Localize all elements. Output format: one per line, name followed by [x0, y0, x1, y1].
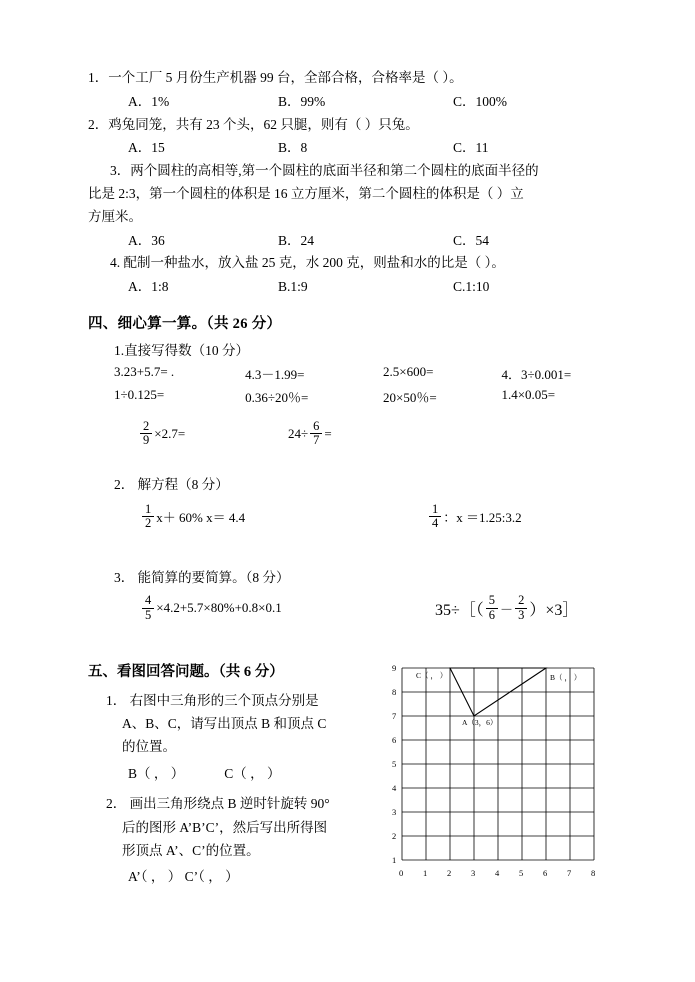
fraction: [486, 594, 498, 621]
fraction: [429, 503, 441, 530]
section-five-item-2: [88, 792, 378, 862]
question-1-number: 1．: [88, 70, 109, 85]
equation-row-2: [88, 594, 618, 621]
grid-wrapper: [382, 660, 610, 890]
coordinate-grid-svg: [382, 660, 610, 890]
question-1-option-b: B．99%: [278, 93, 326, 109]
svg-text:1: 1: [392, 855, 397, 865]
equation-row-1: [88, 503, 618, 530]
section-five-item-1-body: [88, 689, 378, 712]
question-1-option-a: A．1%: [128, 93, 170, 109]
question-3-option-c: C．54: [453, 232, 490, 248]
point-label-b: B（ ， ）: [550, 673, 582, 682]
svg-text:3: 3: [392, 807, 397, 817]
question-3-option-a: A．36: [128, 232, 165, 248]
fraction-denominator: 6: [486, 608, 498, 622]
section-five-item-1-number: 1．: [106, 693, 127, 708]
calc-item: 1÷0.125=: [114, 386, 165, 402]
svg-text:1: 1: [423, 868, 428, 878]
section-five-item-1: [88, 689, 378, 759]
question-3-text-line1: 3．两个圆柱的高相等,第一个圆柱的底面半径和第二个圆柱的底面半径的: [110, 163, 539, 179]
section-five-item-2-answer[interactable]: A’（ ， ） C’（ ， ）: [128, 868, 239, 884]
svg-text:6: 6: [392, 735, 397, 745]
question-4-options: [88, 276, 618, 298]
answer-c[interactable]: C（ ， ）: [224, 765, 281, 781]
equation-1: [140, 503, 355, 530]
question-2-number: 2．: [88, 116, 109, 132]
question-2-options: [88, 137, 618, 159]
fraction-lead: 24÷: [288, 425, 309, 441]
x-axis-labels: [399, 868, 595, 878]
svg-text:2: 2: [447, 868, 452, 878]
question-3-line3: [88, 207, 618, 228]
fraction-denominator: 3: [515, 608, 527, 622]
svg-text:5: 5: [392, 759, 397, 769]
fraction-numerator: 6: [313, 418, 320, 433]
calc-item: 20×50％=: [382, 389, 437, 405]
calc-fraction-item-2: [288, 420, 332, 447]
question-2: [88, 115, 618, 136]
question-4-option-a: A．1:8: [128, 279, 169, 295]
fraction-denominator: 4: [429, 516, 441, 530]
fraction-tail: =: [324, 425, 332, 441]
question-3-text-line3: 方厘米。: [88, 208, 142, 224]
question-1-option-c: C．100%: [453, 93, 507, 109]
section-four-sub1: 1.直接写得数（10 分）: [114, 342, 249, 358]
question-4: [88, 253, 618, 274]
question-4-option-c: C.1:10: [453, 279, 490, 295]
point-label-a: A（3，6）: [462, 718, 498, 727]
fraction-numerator: 2: [518, 593, 525, 608]
calc-row-2: [88, 387, 618, 406]
section-five-item-1-line3: 的位置。: [122, 739, 176, 755]
svg-text:8: 8: [392, 687, 397, 697]
question-3-text-line2: 比是 2:3，第一个圆柱的体积是 16 立方厘米，第二个圆柱的体积是（ ）立: [88, 185, 524, 201]
section-five-heading: 五、看图回答问题。（共 6 分）: [88, 664, 284, 680]
fraction: [142, 594, 154, 621]
svg-text:5: 5: [519, 868, 524, 878]
question-4-number: 4.: [110, 255, 121, 271]
point-label-c: C（ ， ）: [416, 671, 448, 680]
calc-item: 4．3÷0.001=: [501, 366, 572, 382]
equation-1-tail: x＋ 60% x＝ 4.4: [156, 510, 246, 526]
section-five-block: [88, 660, 378, 890]
fraction-numerator: 4: [145, 593, 152, 608]
svg-text:4: 4: [495, 868, 500, 878]
question-2-option-a: A．15: [128, 140, 165, 156]
equation-4: [395, 594, 578, 621]
question-3-line1: [88, 161, 618, 182]
fraction-denominator: 5: [142, 608, 154, 622]
section-five-item-1-line3-wrap: [88, 735, 378, 758]
question-4-text: 配制一种盐水，放入盐 25 克，水 200 克，则盐和水的比是（ ）。: [123, 255, 505, 271]
question-3-options: [88, 230, 618, 252]
svg-text:0: 0: [399, 868, 404, 878]
y-axis-labels: [392, 663, 397, 865]
equation-3-tail: ×4.2+5.7×80%+0.8×0.1: [156, 600, 282, 616]
section-five-item-2-line3: 形顶点 A’、C’的位置。: [122, 842, 260, 858]
question-2-text: 鸡兔同笼，共有 23 个头，62 只腿，则有（ ）只兔。: [108, 116, 419, 132]
calc-item: 1.4×0.05=: [501, 386, 556, 402]
svg-text:9: 9: [392, 663, 397, 673]
equation-2: [355, 503, 522, 530]
equation-4-minus: －: [500, 601, 514, 617]
fraction-numerator: 5: [488, 593, 496, 608]
fraction-tail: ×2.7=: [154, 425, 186, 441]
calc-item: 0.36÷20％=: [245, 389, 309, 405]
section-five-item-1-answer: [88, 761, 378, 787]
section-five-item-2-number: 2．: [106, 796, 127, 812]
fraction-numerator: 2: [143, 418, 150, 433]
svg-text:8: 8: [591, 868, 596, 878]
question-1: [88, 68, 618, 89]
grid-lines: [402, 668, 594, 860]
calc-row-3: [88, 420, 618, 447]
svg-text:6: 6: [543, 868, 548, 878]
exam-content: [88, 68, 618, 628]
fraction-numerator: 1: [432, 502, 439, 517]
fraction-denominator: 9: [140, 433, 152, 447]
equation-2-tail: ：x ＝1.25:3.2: [443, 510, 522, 526]
svg-text:7: 7: [567, 868, 572, 878]
fraction-denominator: 7: [310, 433, 322, 447]
calc-item: 4.3－1.99=: [245, 366, 305, 382]
answer-b[interactable]: B（ ， ）: [128, 765, 185, 781]
svg-text:3: 3: [471, 868, 476, 878]
section-four-sub2: 2． 解方程（8 分）: [114, 477, 229, 493]
equation-3: [140, 594, 395, 621]
svg-text:2: 2: [392, 831, 397, 841]
section-five-item-1-line2: A、B、C，请写出顶点 B 和顶点 C: [122, 716, 327, 732]
section-five-item-2-line3-wrap: [88, 839, 378, 862]
section-five-item-1-line1: 右图中三角形的三个顶点分别是: [129, 693, 319, 708]
question-4-option-b: B.1:9: [278, 279, 308, 295]
fraction-denominator: 2: [142, 516, 154, 530]
fraction: [515, 594, 527, 621]
section-five-item-2-body: [88, 792, 378, 815]
question-2-option-c: C．11: [453, 140, 489, 156]
calc-item: 2.5×600=: [382, 363, 434, 379]
fraction: [142, 503, 154, 530]
equation-4-lead: 35÷［（: [435, 601, 484, 619]
section-four-heading: 四、细心算一算。（共 26 分）: [88, 315, 282, 332]
fraction: [310, 420, 322, 447]
svg-text:7: 7: [392, 711, 397, 721]
section-five-item-2-line2: 后的图形 A’B’C’，然后写出所得图: [122, 819, 328, 835]
section-four-sub3: 3． 能简算的要简算。（8 分）: [114, 570, 290, 586]
coordinate-grid-figure: [382, 660, 612, 892]
calc-fraction-item-1: [114, 420, 288, 447]
question-1-text: 一个工厂 5 月份生产机器 99 台，全部合格，合格率是（ ）。: [108, 70, 463, 85]
question-1-options: [88, 91, 618, 113]
section-five-item-1-line2-wrap: [88, 712, 378, 735]
question-3-line2: [88, 184, 618, 205]
question-3-option-b: B．24: [278, 232, 315, 248]
section-five-item-2-line2-wrap: [88, 816, 378, 839]
svg-text:4: 4: [392, 783, 397, 793]
fraction-numerator: 1: [145, 502, 152, 517]
calc-row-1: [88, 364, 618, 383]
question-2-option-b: B．8: [278, 140, 308, 156]
section-five-item-2-line1: 画出三角形绕点 B 逆时针旋转 90°: [129, 796, 330, 812]
fraction: [140, 420, 152, 447]
equation-4-tail: ）×3］: [529, 601, 579, 619]
calc-item: 3.23+5.7= .: [114, 363, 175, 379]
